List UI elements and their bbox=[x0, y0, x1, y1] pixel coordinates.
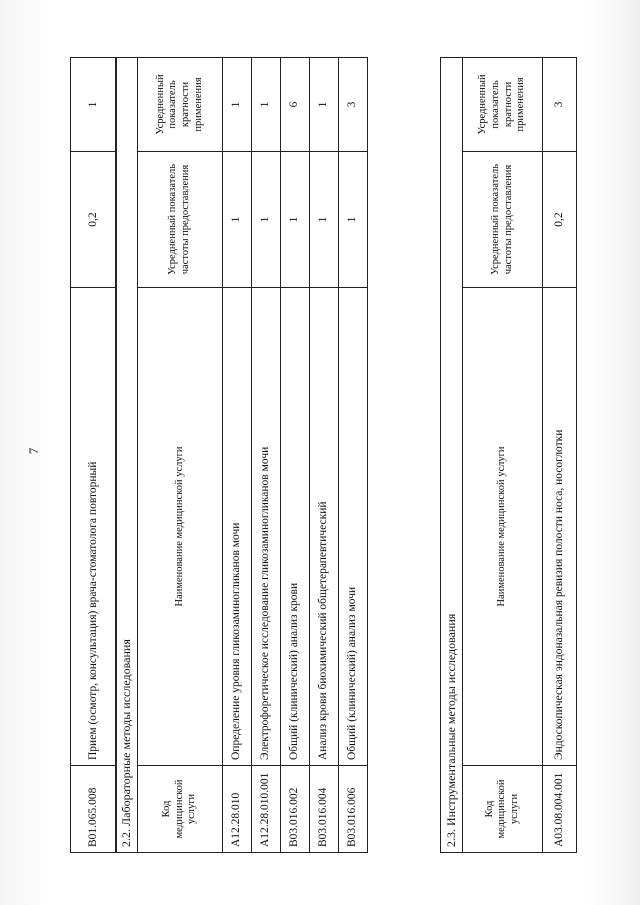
frequency-value: 1 bbox=[223, 152, 252, 288]
service-code: B03.016.004 bbox=[310, 766, 339, 853]
section-title: 2.2. Лабораторные методы исследования bbox=[116, 57, 138, 852]
header-row bbox=[463, 57, 543, 852]
frequency-value: 1 bbox=[252, 152, 281, 288]
service-name: Анализ крови биохимический общетерапевтический bbox=[310, 288, 339, 766]
multiplicity-value: 1 bbox=[252, 57, 281, 151]
service-name: Электрофоретическое исследование гликозаминогликанов мочи bbox=[252, 288, 281, 766]
section-title: 2.3. Инструментальные методы исследования bbox=[441, 57, 463, 852]
col-header-multiplicity: Усредненный показатель кратности применения bbox=[463, 57, 543, 151]
service-name: Общий (клинический) анализ мочи bbox=[339, 288, 368, 766]
section-title-row bbox=[116, 57, 138, 852]
service-code: B03.016.006 bbox=[339, 766, 368, 853]
multiplicity-value: 6 bbox=[281, 57, 310, 151]
instrumental-methods-table bbox=[440, 57, 577, 853]
col-header-name: Наименование медицинской услуги bbox=[463, 288, 543, 766]
frequency-value: 0,2 bbox=[543, 152, 577, 288]
col-header-name: Наименование медицинской услуги bbox=[138, 288, 223, 766]
service-name: Общий (клинический) анализ крови bbox=[281, 288, 310, 766]
service-name: Эндоскопическая эндоназальная ревизия полости носа, носоглотки bbox=[543, 288, 577, 766]
multiplicity-value: 3 bbox=[339, 57, 368, 151]
col-header-frequency: Усредненный показатель частоты предоставления bbox=[138, 152, 223, 288]
table-row bbox=[71, 58, 117, 853]
section-title-row bbox=[441, 57, 463, 852]
frequency-value: 1 bbox=[310, 152, 339, 288]
col-header-code: Код медицинской услуги bbox=[138, 766, 223, 853]
service-code: A03.08.004.001 bbox=[543, 766, 577, 853]
service-name: Определение уровня гликозаминогликанов мочи bbox=[223, 288, 252, 766]
table-row bbox=[281, 57, 310, 852]
frequency-value: 1 bbox=[339, 152, 368, 288]
frequency-value: 1 bbox=[281, 152, 310, 288]
col-header-multiplicity: Усредненный показатель кратности применения bbox=[138, 57, 223, 151]
service-code: B01.065.008 bbox=[71, 766, 117, 853]
table-row bbox=[339, 57, 368, 852]
lab-methods-table bbox=[115, 57, 368, 853]
service-name: Прием (осмотр, консультация) врача-стоматолога повторный bbox=[71, 288, 117, 766]
page-number: 7 bbox=[26, 447, 41, 455]
header-row bbox=[138, 57, 223, 852]
table-row bbox=[223, 57, 252, 852]
multiplicity-value: 1 bbox=[310, 57, 339, 151]
service-code: B03.016.002 bbox=[281, 766, 310, 853]
service-code: A12.28.010 bbox=[223, 766, 252, 853]
col-header-frequency: Усредненный показатель частоты предоставления bbox=[463, 152, 543, 288]
table-row bbox=[310, 57, 339, 852]
frequency-value: 0,2 bbox=[71, 152, 117, 288]
service-code: A12.28.010.001 bbox=[252, 766, 281, 853]
multiplicity-value: 1 bbox=[223, 57, 252, 151]
table-row bbox=[252, 57, 281, 852]
col-header-code: Код медицинской услуги bbox=[463, 766, 543, 853]
multiplicity-value: 1 bbox=[71, 58, 117, 152]
prev-section-table bbox=[70, 57, 117, 853]
table-row bbox=[543, 57, 577, 852]
multiplicity-value: 3 bbox=[543, 57, 577, 151]
